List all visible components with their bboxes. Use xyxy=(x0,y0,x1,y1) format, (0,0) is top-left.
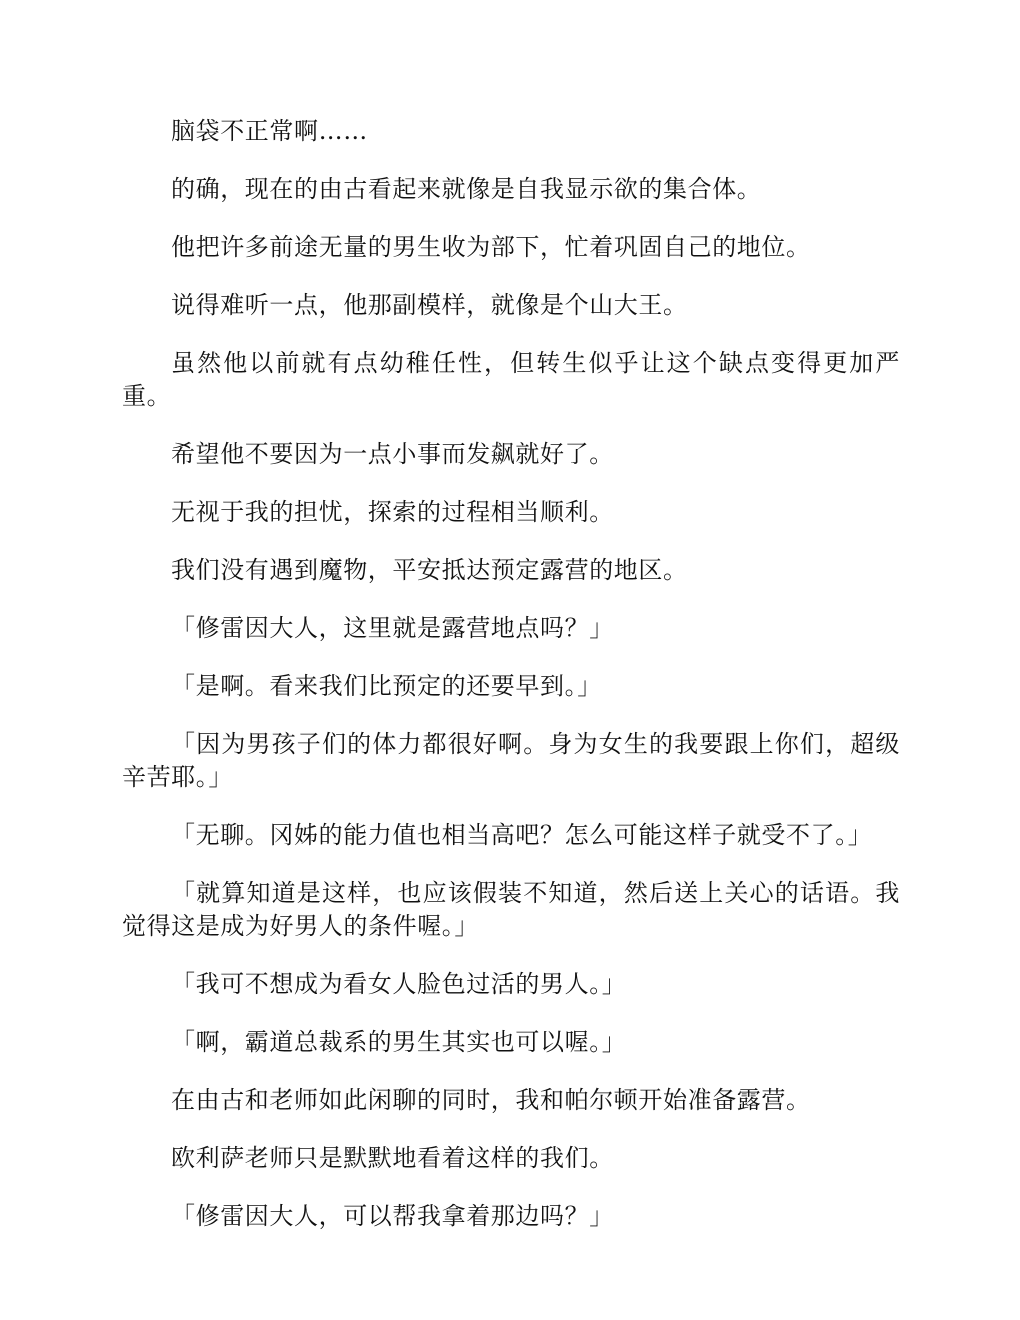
dialogue-line: 「因为男孩子们的体力都很好啊。身为女生的我要跟上你们，超级辛苦耶。」 xyxy=(122,730,900,791)
paragraph: 脑袋不正常啊…… xyxy=(171,117,368,145)
dialogue-line: 「修雷因大人，可以帮我拿着那边吗？」 xyxy=(171,1202,614,1230)
dialogue-line: 「啊，霸道总裁系的男生其实也可以喔。」 xyxy=(171,1028,627,1056)
dialogue-line: 「修雷因大人，这里就是露营地点吗？」 xyxy=(171,614,614,642)
paragraph: 欧利萨老师只是默默地看着这样的我们。 xyxy=(171,1144,614,1172)
paragraph: 我们没有遇到魔物，平安抵达预定露营的地区。 xyxy=(171,556,688,584)
dialogue-line: 「无聊。冈姊的能力值也相当高吧？怎么可能这样子就受不了。」 xyxy=(171,821,873,849)
dialogue-line: 「我可不想成为看女人脸色过活的男人。」 xyxy=(171,970,627,998)
paragraph: 无视于我的担忧，探索的过程相当顺利。 xyxy=(171,498,614,526)
paragraph: 说得难听一点，他那副模样，就像是个山大王。 xyxy=(171,291,688,319)
paragraph: 他把许多前途无量的男生收为部下，忙着巩固自己的地位。 xyxy=(171,233,811,261)
paragraph: 希望他不要因为一点小事而发飙就好了。 xyxy=(171,440,614,468)
paragraph: 虽然他以前就有点幼稚任性，但转生似乎让这个缺点变得更加严重。 xyxy=(122,349,900,410)
dialogue-line: 「就算知道是这样，也应该假装不知道，然后送上关心的话语。我觉得这是成为好男人的条件喔。」 xyxy=(122,879,900,940)
paragraph: 在由古和老师如此闲聊的同时，我和帕尔顿开始准备露营。 xyxy=(171,1086,811,1114)
dialogue-line: 「是啊。看来我们比预定的还要早到。」 xyxy=(171,672,602,700)
paragraph: 的确，现在的由古看起来就像是自我显示欲的集合体。 xyxy=(171,175,762,203)
body-text xyxy=(122,115,900,1258)
